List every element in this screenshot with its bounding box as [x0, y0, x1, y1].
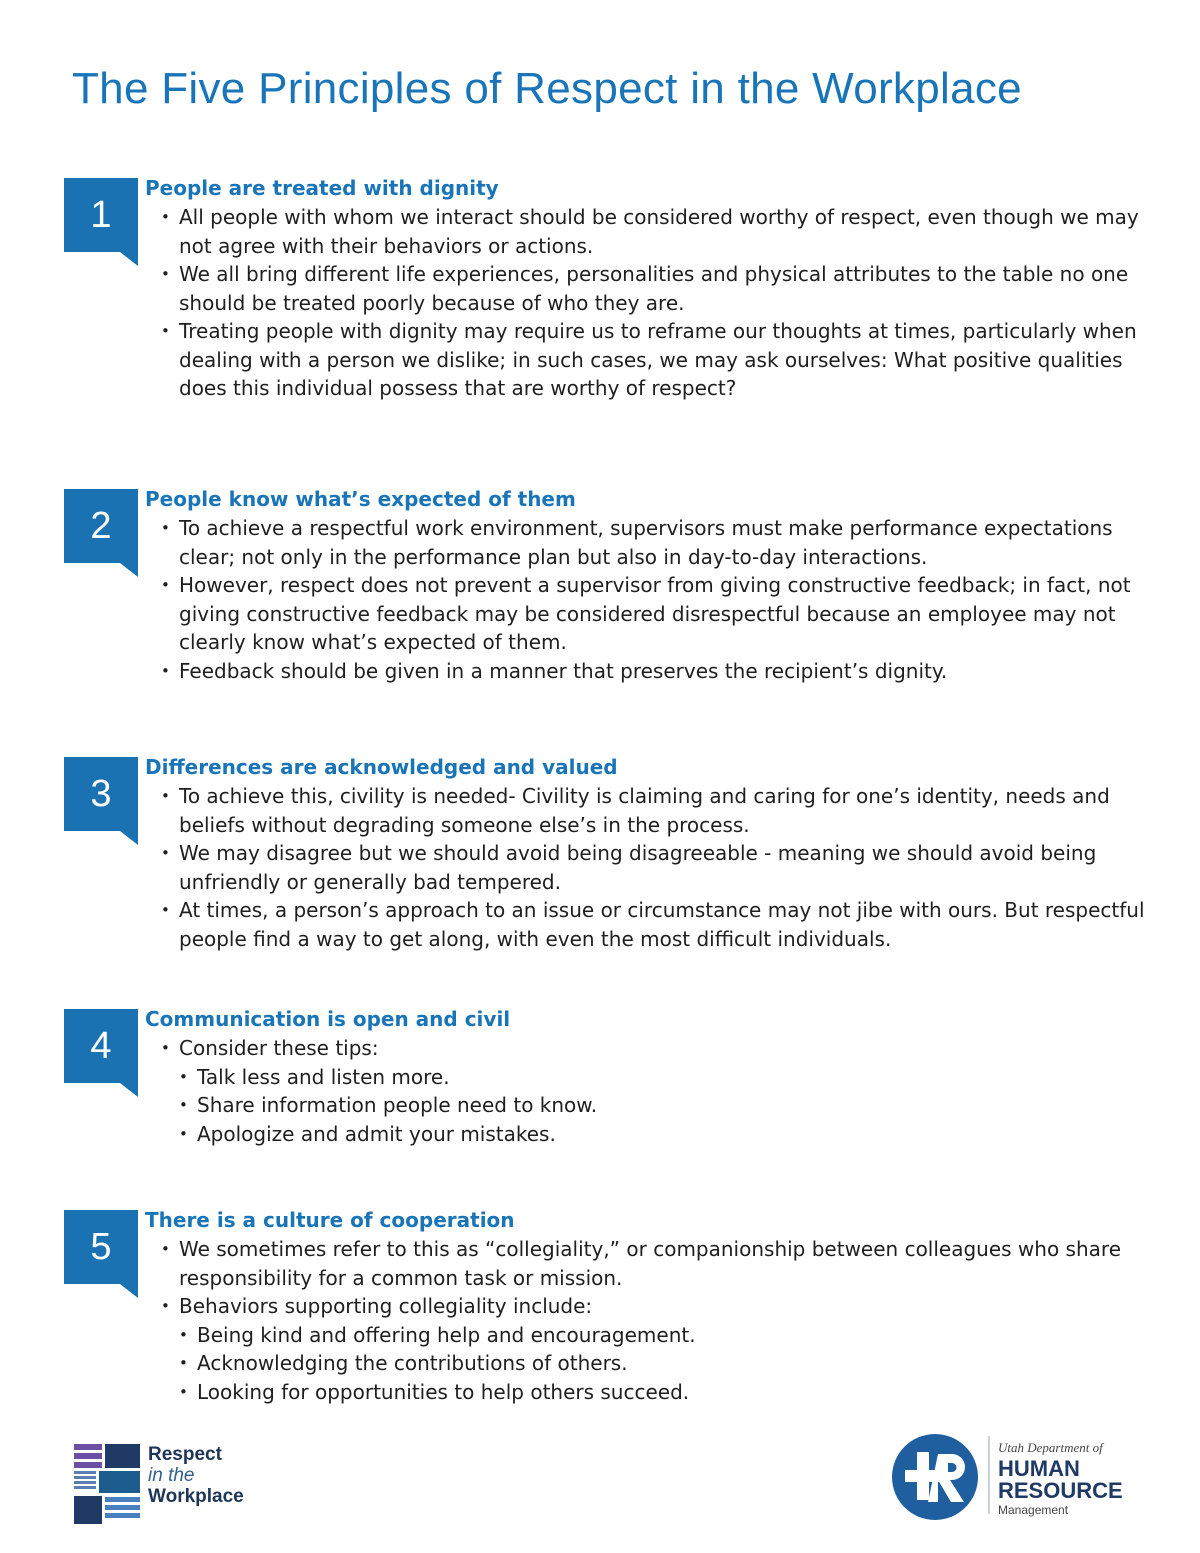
utah-dhrm-logo: [890, 1432, 1150, 1522]
list-item: • To achieve a respectful work environment, supervisors must make performance expectations clear; not only in the performance plan but also in day-to-day interactions.: [158, 514, 1148, 571]
dhrm-wordmark: [998, 1440, 1123, 1517]
list-item: • We sometimes refer to this as “collegiality,” or companionship between colleagues who share responsibility for a common task or mission.: [158, 1235, 1148, 1292]
logo-line: Workplace: [148, 1486, 244, 1507]
page-title: The Five Principles of Respect in the Workplace: [72, 64, 1022, 113]
section-heading: Communication is open and civil: [145, 1007, 511, 1031]
respect-in-the-workplace-logo: [74, 1444, 274, 1524]
list-item: • Treating people with dignity may require us to reframe our thoughts at times, particularly when dealing with a person we dislike; in such cases, we may ask ourselves: What positive qualities does this individual possess that are worthy of respect?: [158, 317, 1148, 403]
list-item: • Feedback should be given in a manner that preserves the recipient’s dignity.: [158, 657, 1148, 686]
sub-list-item: • Being kind and offering help and encouragement.: [176, 1321, 1148, 1350]
squares-logo-icon: [74, 1444, 140, 1524]
list-item: • We may disagree but we should avoid being disagreeable - meaning we should avoid being unfriendly or generally bad tempered.: [158, 839, 1148, 896]
section-heading: People are treated with dignity: [145, 176, 499, 200]
logo-line: RESOURCE: [998, 1478, 1123, 1503]
divider: [988, 1436, 990, 1514]
list-item: • Behaviors supporting collegiality include:: [158, 1292, 1148, 1321]
logo-wordmark: [148, 1444, 244, 1507]
hr-circle-icon: [890, 1432, 980, 1522]
number-badge: 3: [64, 757, 138, 831]
sub-list-item: • Talk less and listen more.: [176, 1063, 1148, 1092]
section-heading: People know what’s expected of them: [145, 487, 576, 511]
bullet-list: [158, 1235, 1148, 1406]
list-item: • To achieve this, civility is needed- Civility is claiming and caring for one’s identity, needs and beliefs without degrading someone else’s in the process.: [158, 782, 1148, 839]
number-badge: 5: [64, 1210, 138, 1284]
list-item: • All people with whom we interact should be considered worthy of respect, even though we may not agree with their behaviors or actions.: [158, 203, 1148, 260]
logo-line: Utah Department of: [998, 1440, 1103, 1455]
list-item: • However, respect does not prevent a supervisor from giving constructive feedback; in fact, not giving constructive feedback may be considered disrespectful because an employee may not clearly know what’s expected of them.: [158, 571, 1148, 657]
number-badge: 4: [64, 1009, 138, 1083]
number-badge: 2: [64, 489, 138, 563]
section-heading: There is a culture of cooperation: [145, 1208, 515, 1232]
bullet-list: [158, 203, 1148, 403]
bullet-list: [158, 1034, 1148, 1148]
number-badge: 1: [64, 178, 138, 252]
sub-list-item: • Share information people need to know.: [176, 1091, 1148, 1120]
sub-list-item: • Apologize and admit your mistakes.: [176, 1120, 1148, 1149]
list-item: • Consider these tips:: [158, 1034, 1148, 1063]
logo-line: Respect: [148, 1444, 222, 1465]
logo-line: in the: [148, 1465, 195, 1486]
sub-list-item: • Acknowledging the contributions of others.: [176, 1349, 1148, 1378]
logo-line: Management: [998, 1503, 1069, 1517]
bullet-list: [158, 514, 1148, 685]
bullet-list: [158, 782, 1148, 953]
list-item: • We all bring different life experiences, personalities and physical attributes to the table no one should be treated poorly because of who they are.: [158, 260, 1148, 317]
sub-list-item: • Looking for opportunities to help others succeed.: [176, 1378, 1148, 1407]
section-heading: Differences are acknowledged and valued: [145, 755, 618, 779]
list-item: • At times, a person’s approach to an issue or circumstance may not jibe with ours. But respectful people find a way to get along, with even the most difficult individuals.: [158, 896, 1148, 953]
logo-line: HUMAN: [998, 1456, 1080, 1481]
